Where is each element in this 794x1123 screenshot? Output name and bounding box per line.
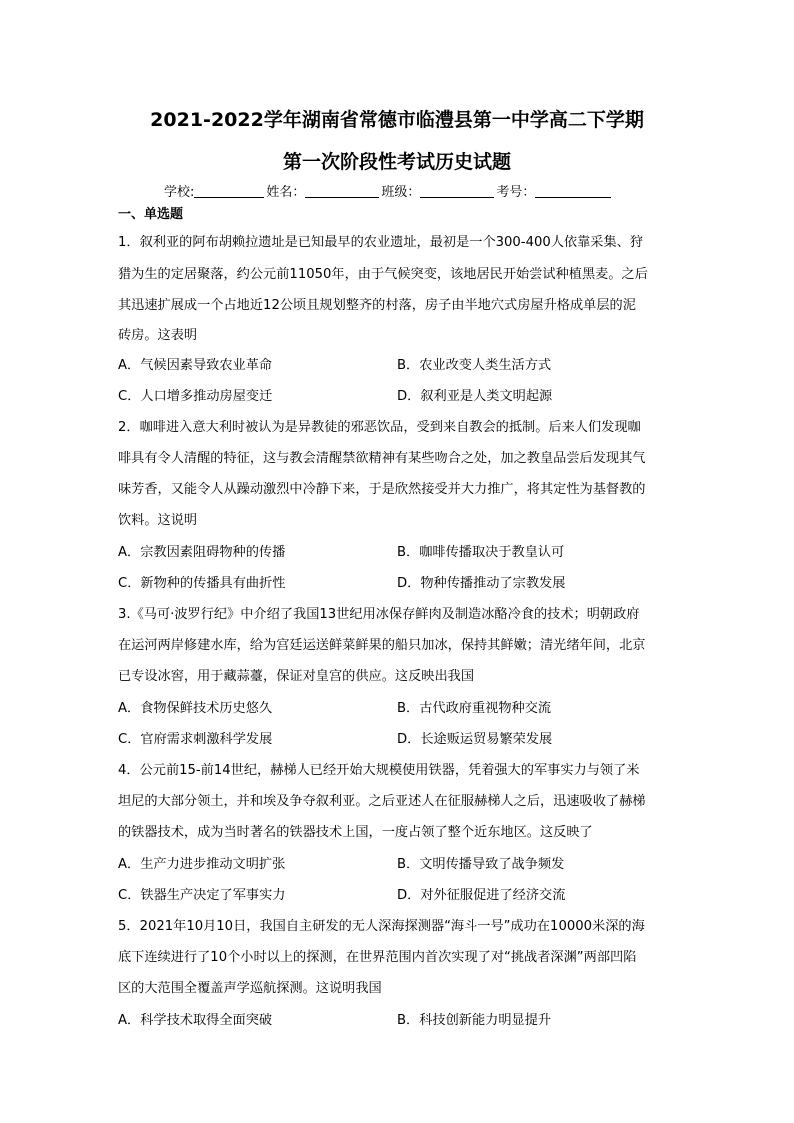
question-text-line: 区的大范围全覆盖声学巡航探测。这说明我国 — [118, 981, 382, 996]
question-text-line: 2．咖啡进入意大利时被认为是异教徒的邪恶饮品，受到来自教会的抵制。后来人们发现咖 — [118, 420, 641, 435]
class-field[interactable] — [420, 185, 494, 198]
option-d[interactable]: D．叙利亚是人类文明起源 — [397, 389, 553, 404]
school-field[interactable] — [194, 185, 264, 198]
question-text-line: 猎为生的定居聚落，约公元前11050年，由于气候突变，该地居民开始尝试种植黑麦。之后 — [118, 267, 648, 282]
option-b[interactable]: B．农业改变人类生活方式 — [397, 358, 552, 373]
question-text-line: 底下连续进行了10个小时以上的探测，在世界范围内首次实现了对“挑战者深渊”两部凹陷 — [118, 950, 637, 965]
name-field[interactable] — [305, 185, 379, 198]
option-d[interactable]: D．物种传播推动了宗教发展 — [397, 576, 566, 591]
option-b[interactable]: B．文明传播导致了战争频发 — [397, 857, 565, 872]
option-a[interactable]: A．气候因素导致农业革命 — [118, 358, 273, 373]
class-label: 班级： — [381, 185, 421, 200]
exam-title-line2: 第一次阶段性考试历史试题 — [282, 151, 511, 173]
option-a[interactable]: A．生产力进步推动文明扩张 — [118, 857, 286, 872]
option-a[interactable]: A．科学技术取得全面突破 — [118, 1013, 273, 1028]
question-text-line: 饮料。这说明 — [118, 513, 198, 528]
question-text-line: 砖房。这表明 — [118, 328, 198, 343]
option-a[interactable]: A．宗教因素阻碍物种的传播 — [118, 545, 286, 560]
question-text-line: 3.《马可·波罗行纪》中介绍了我国13世纪用冰保存鲜肉及制造冰酪冷食的技术；明朝政府 — [118, 607, 640, 622]
question-text-line: 已专设冰窖，用于藏蒜薹，保证对皇宫的供应。这反映出我国 — [118, 669, 475, 684]
question-text-line: 其迅速扩展成一个占地近12公顷且规划整齐的村落，房子由半地穴式房屋升格成单层的泥 — [118, 298, 636, 313]
question-text-line: 坦尼的大部分领土，并和埃及争夺叙利亚。之后亚述人在征服赫梯人之后，迅速吸收了赫梯 — [118, 794, 646, 809]
option-d[interactable]: D．长途贩运贸易繁荣发展 — [397, 732, 553, 747]
question-text-line: 啡具有令人清醒的特征，这与教会清醒禁欲精神有某些吻合之处，加之教皇品尝后发现其气 — [118, 451, 646, 466]
option-a[interactable]: A．食物保鲜技术历史悠久 — [118, 701, 273, 716]
option-c[interactable]: C．铁器生产决定了军事实力 — [118, 888, 286, 903]
exam-no-label: 考号： — [496, 185, 536, 200]
option-c[interactable]: C．人口增多推动房屋变迁 — [118, 389, 273, 404]
question-text-line: 味芳香，又能令人从躁动激烈中冷静下来，于是欣然接受并大力推广，将其定性为基督教的 — [118, 482, 646, 497]
exam-no-field[interactable] — [535, 185, 611, 198]
name-label: 姓名： — [266, 185, 306, 200]
exam-title-line1: 2021-2022学年湖南省常德市临澧县第一中学高二下学期 — [150, 109, 644, 131]
option-b[interactable]: B．科技创新能力明显提升 — [397, 1013, 552, 1028]
option-c[interactable]: C．新物种的传播具有曲折性 — [118, 576, 286, 591]
school-label: 学校: — [164, 185, 195, 200]
question-text-line: 1．叙利亚的阿布胡赖拉遗址是已知最早的农业遗址，最初是一个300-400人依靠采集、狩 — [118, 235, 644, 250]
option-b[interactable]: B．咖啡传播取决于教皇认可 — [397, 545, 565, 560]
question-text-line: 的铁器技术，成为当时著名的铁器技术上国，一度占领了整个近东地区。这反映了 — [118, 825, 593, 840]
option-d[interactable]: D．对外征服促进了经济交流 — [397, 888, 566, 903]
question-text-line: 5．2021年10月10日，我国自主研发的无人深海探测器“海斗一号”成功在10000米深的海 — [118, 919, 645, 934]
question-text-line: 在运河两岸修建水库，给为宫廷运送鲜菜鲜果的船只加冰，保持其鲜嫩；清光绪年间，北京 — [118, 638, 646, 653]
question-text-line: 4．公元前15-前14世纪，赫梯人已经开始大规模使用铁器，凭着强大的军事实力与领了米 — [118, 763, 640, 778]
student-info-row — [164, 181, 613, 200]
section-title: 一、单选题 — [118, 207, 184, 222]
option-c[interactable]: C．官府需求刺激科学发展 — [118, 732, 273, 747]
option-b[interactable]: B．古代政府重视物种交流 — [397, 701, 552, 716]
